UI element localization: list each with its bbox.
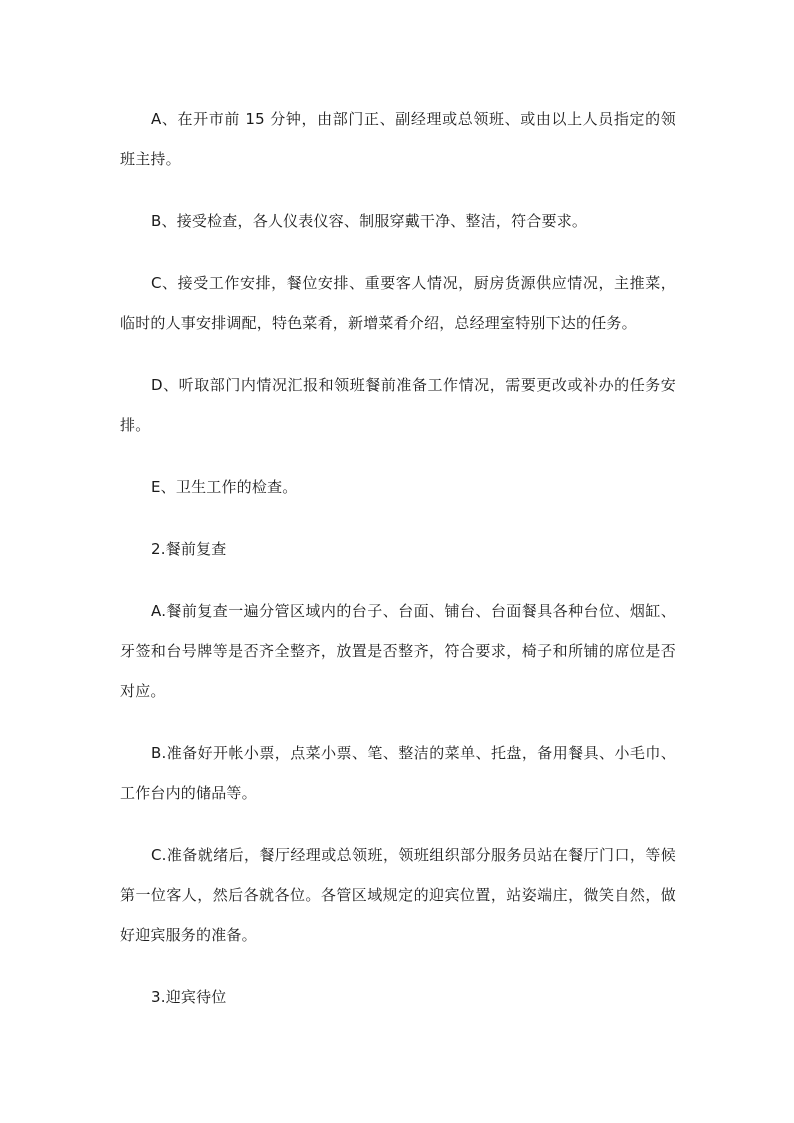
paragraph-review-b: B.准备好开帐小票，点菜小票、笔、整洁的菜单、托盘，备用餐具、小毛巾、工作台内的储品等。	[120, 744, 676, 802]
paragraph-review-c: C.准备就绪后，餐厅经理或总领班，领班组织部分服务员站在餐厅门口，等候第一位客人，然后各就各位。各管区域规定的迎宾位置，站姿端庄，微笑自然，做好迎宾服务的准备。	[120, 846, 676, 944]
paragraph-b-inspection: B、接受检查，各人仪表仪容、制服穿戴干净、整洁，符合要求。	[151, 212, 588, 230]
section-heading-greeting: 3.迎宾待位	[151, 988, 227, 1006]
document-body	[120, 99, 676, 1039]
paragraph-c-work-assignment: C、接受工作安排，餐位安排、重要客人情况，厨房货源供应情况，主推菜，临时的人事安排调配，特色菜肴，新增菜肴介绍，总经理室特别下达的任务。	[120, 274, 676, 332]
paragraph-a-opening-meeting: A、在开市前 15 分钟，由部门正、副经理或总领班、或由以上人员指定的领班主持。	[120, 110, 676, 168]
section-heading-pre-meal-review: 2.餐前复查	[151, 540, 227, 558]
paragraph-e-hygiene-check: E、卫生工作的检查。	[151, 478, 298, 496]
paragraph-review-a: A.餐前复查一遍分管区域内的台子、台面、铺台、台面餐具各种台位、烟缸、牙签和台号牌等是否齐全整齐，放置是否整齐，符合要求，椅子和所铺的席位是否对应。	[120, 602, 676, 700]
paragraph-d-reports: D、听取部门内情况汇报和领班餐前准备工作情况，需要更改或补办的任务安排。	[120, 376, 676, 434]
